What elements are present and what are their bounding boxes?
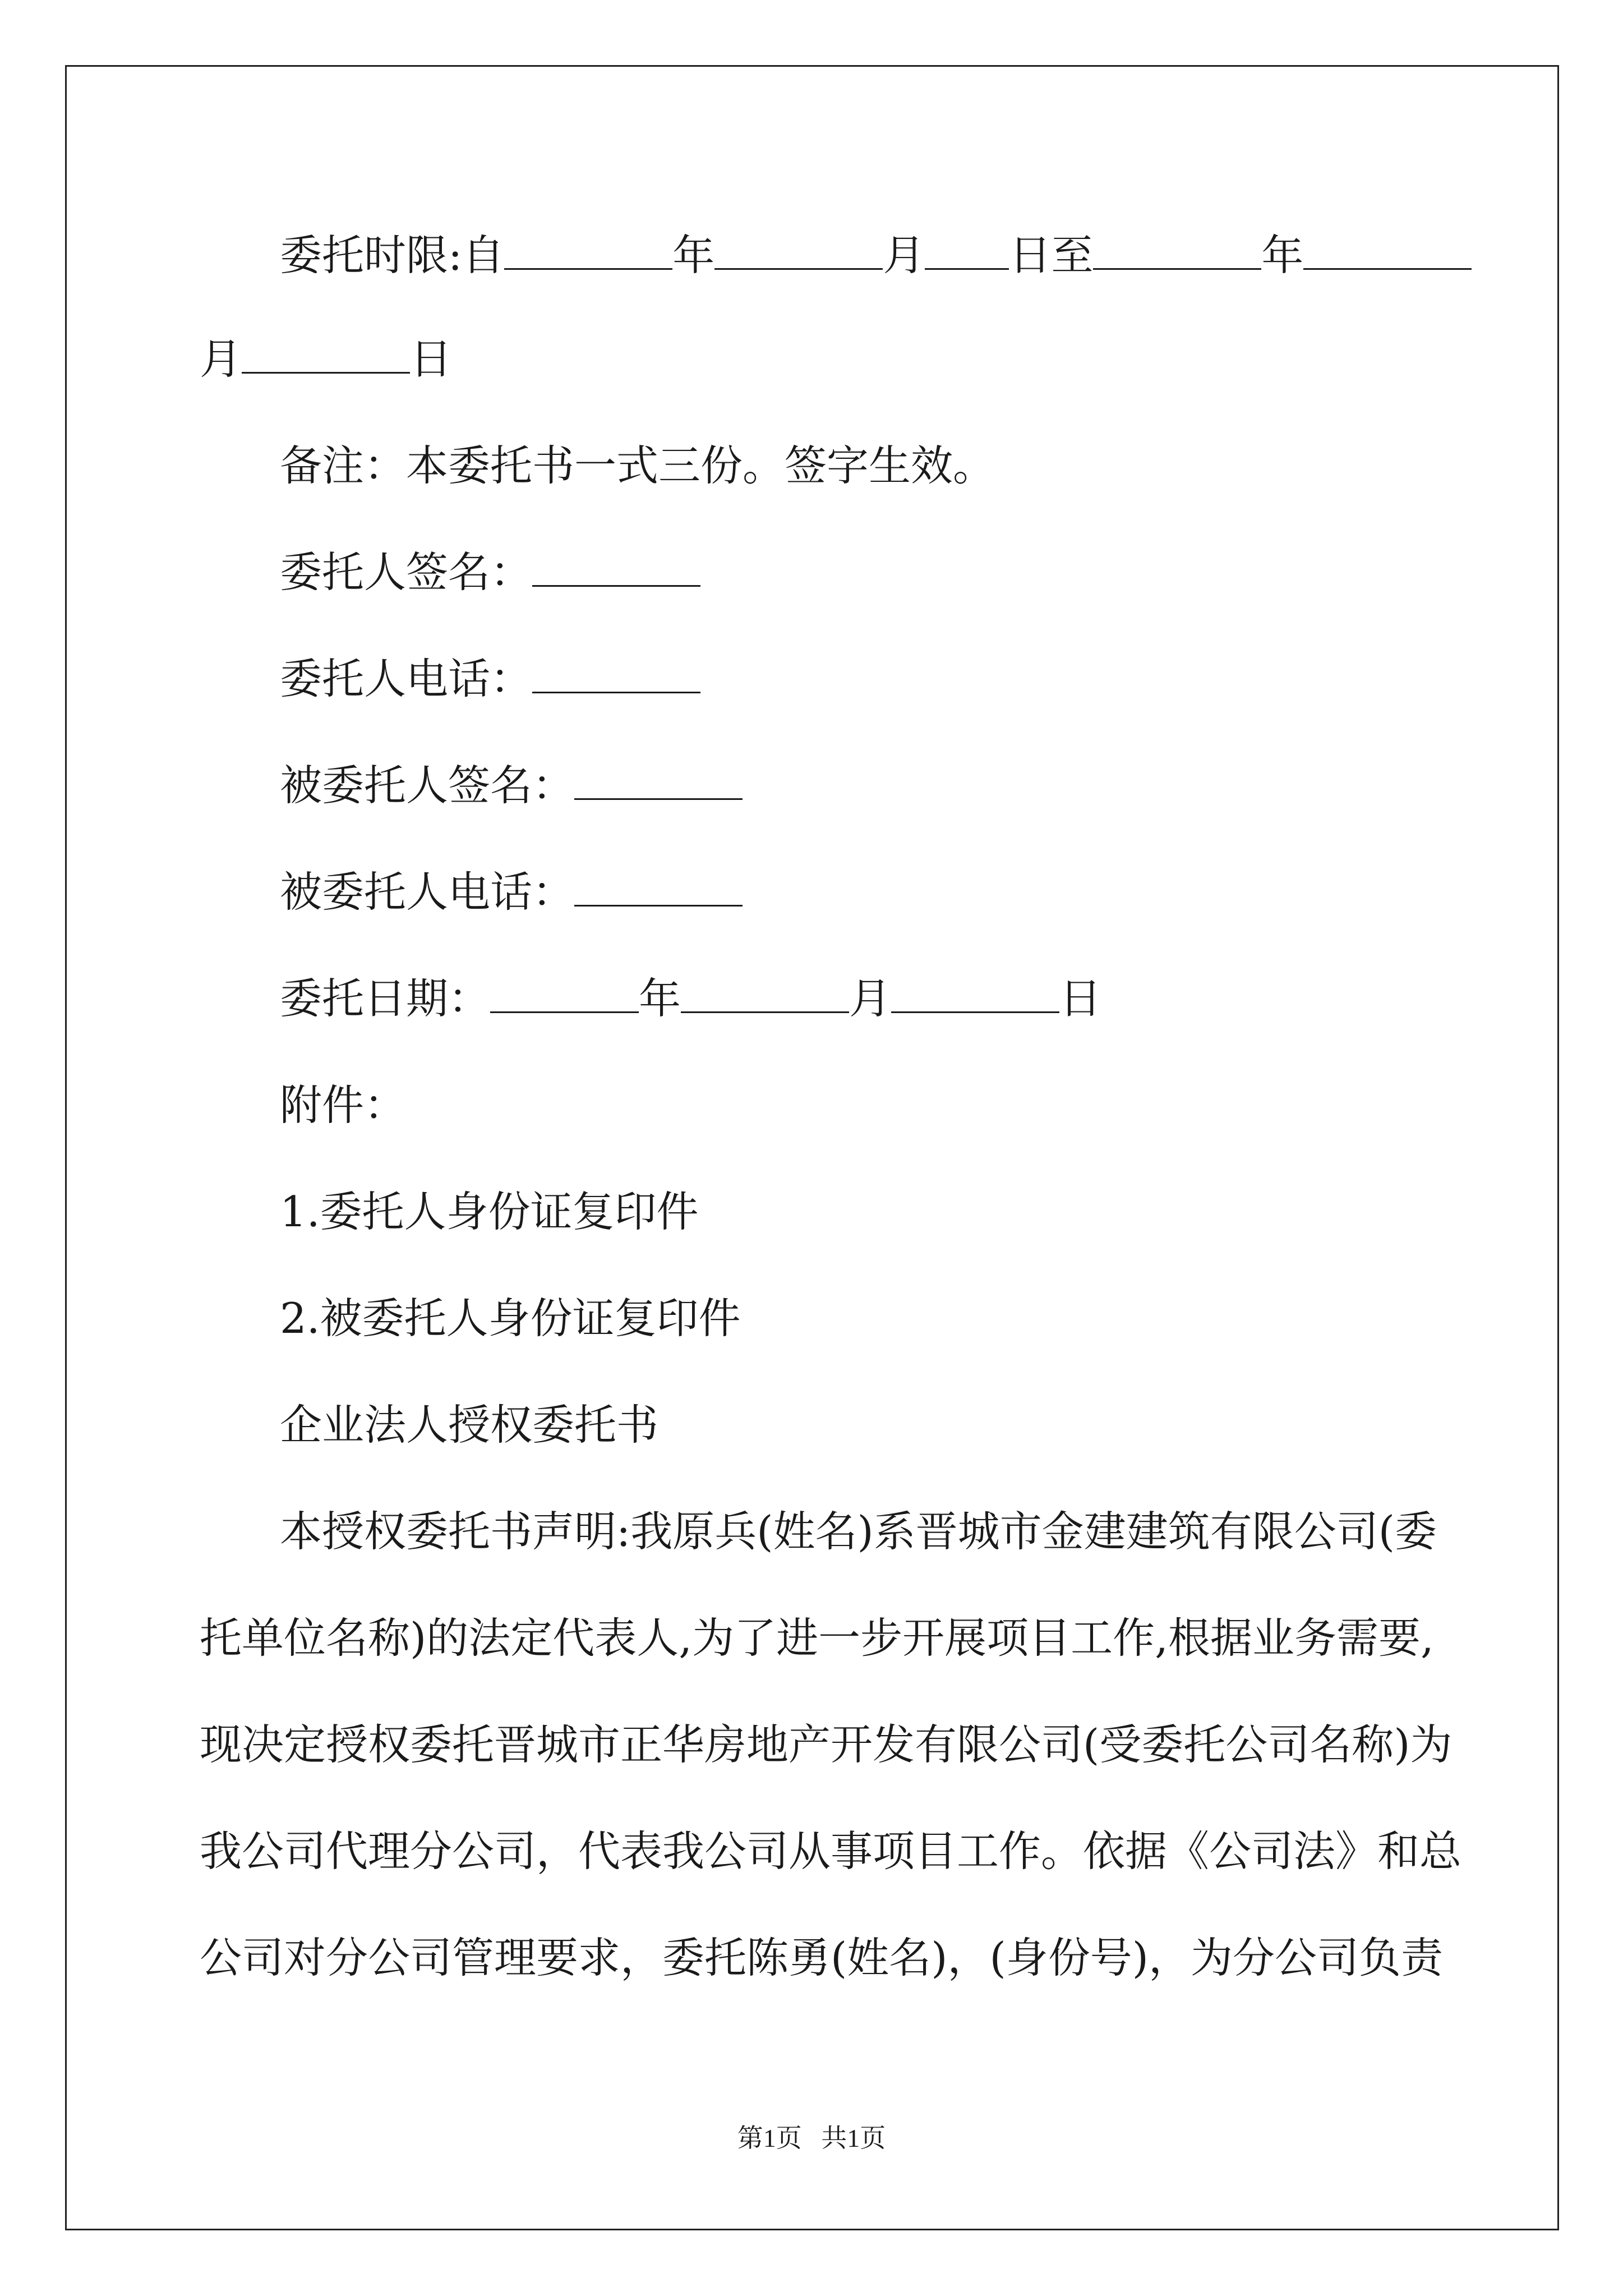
term-year-label: 年 <box>672 231 715 280</box>
date-year-blank[interactable] <box>490 972 639 1013</box>
term-end-day-label: 日 <box>410 334 453 384</box>
agent-phone-label: 被委托人电话： <box>280 867 575 917</box>
attachment-item-2: 2.被委托人身份证复印件 <box>280 1294 741 1343</box>
body-line-1: 本授权委托书声明:我原兵(姓名)系晋城市金建建筑有限公司(委 <box>280 1507 1437 1556</box>
principal-phone-blank[interactable] <box>532 652 700 693</box>
term-day-to-label: 日至 <box>1009 231 1094 280</box>
term-start-day-blank[interactable] <box>925 228 1009 270</box>
attachments-label: 附件： <box>280 1080 407 1130</box>
term-label: 委托时限: <box>280 231 463 280</box>
agent-phone-line <box>280 864 743 920</box>
term-start-month-blank[interactable] <box>714 228 883 270</box>
attachment-item-1: 1.委托人身份证复印件 <box>280 1187 699 1236</box>
date-month-label: 月 <box>849 974 892 1023</box>
term-start-year-blank[interactable] <box>504 228 672 270</box>
date-line <box>280 970 1101 1027</box>
body-line-3: 现决定授权委托晋城市正华房地产开发有限公司(受委托公司名称)为 <box>200 1720 1453 1769</box>
page-total: 共1页 <box>821 2124 886 2152</box>
section-title: 企业法人授权委托书 <box>280 1400 659 1450</box>
term-line-cont <box>200 331 452 387</box>
page-border <box>65 65 1559 2230</box>
note-text: 备注：本委托书一式三份。签字生效。 <box>280 441 995 490</box>
term-end-year-label: 年 <box>1261 231 1304 280</box>
term-from: 自 <box>462 231 505 280</box>
date-day-label: 日 <box>1059 974 1102 1023</box>
term-end-month-blank[interactable] <box>1303 228 1472 270</box>
term-end-month-label: 月 <box>200 334 242 384</box>
agent-phone-blank[interactable] <box>574 865 743 907</box>
date-label: 委托日期： <box>280 974 491 1023</box>
body-line-2: 托单位名称)的法定代表人,为了进一步开展项目工作,根据业务需要, <box>200 1613 1434 1663</box>
principal-sign-blank[interactable] <box>532 545 700 587</box>
agent-sign-label: 被委托人签名： <box>280 761 575 810</box>
page-number: 第1页 <box>737 2124 802 2152</box>
agent-sign-blank[interactable] <box>574 758 743 800</box>
term-month-label: 月 <box>883 231 925 280</box>
agent-sign-line <box>280 757 743 813</box>
term-end-year-blank[interactable] <box>1093 228 1261 270</box>
principal-sign-line <box>280 544 700 600</box>
principal-sign-label: 委托人签名： <box>280 547 533 597</box>
principal-phone-line <box>280 651 700 707</box>
date-day-blank[interactable] <box>891 972 1059 1013</box>
date-year-label: 年 <box>639 974 681 1023</box>
term-line <box>280 227 1472 283</box>
principal-phone-label: 委托人电话： <box>280 654 533 703</box>
page-footer <box>0 2122 1623 2155</box>
body-line-4: 我公司代理分公司，代表我公司从事项目工作。依据《公司法》和总 <box>200 1826 1462 1876</box>
term-end-day-blank[interactable] <box>242 332 410 374</box>
date-month-blank[interactable] <box>681 972 849 1013</box>
body-line-5: 公司对分公司管理要求，委托陈勇(姓名)，(身份号)，为分公司负责 <box>200 1933 1444 1982</box>
